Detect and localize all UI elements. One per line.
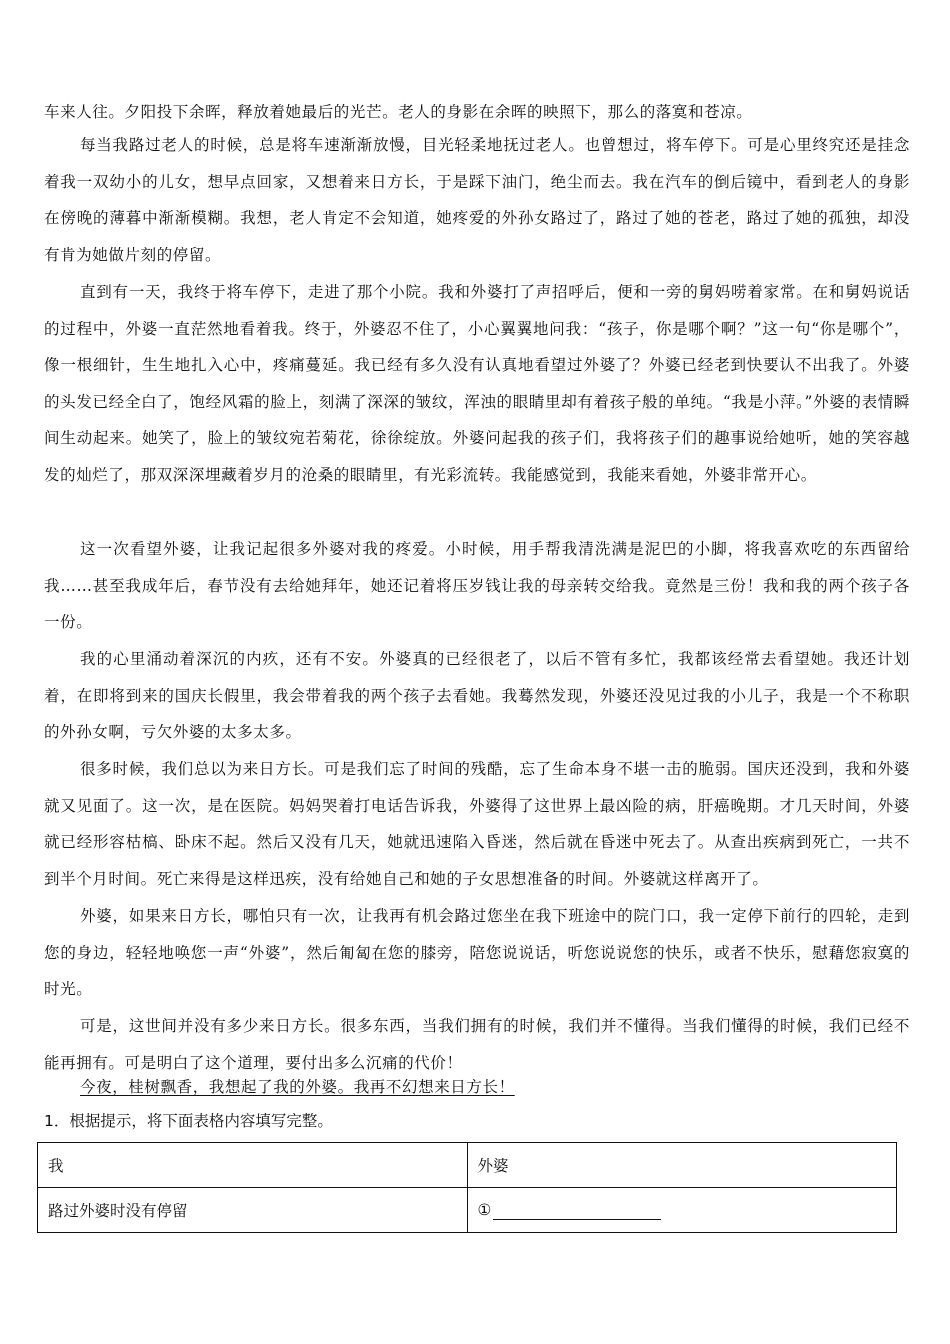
table-header-cell-grandma: 外婆 (467, 1143, 897, 1188)
passage-paragraph-2: 每当我路过老人的时候，总是将车速渐渐放慢，目光轻柔地抚过老人。也曾想过，将车停下。可是心里终究还是挂念着我一双幼小的儿女，想早点回家，又想着来日方长，于是踩下油门，绝尘而去。我在汽车的倒后镜中，看到老人的身影在傍晚的薄暮中渐渐模糊。我想，老人肯定不会知道，她疼爱的外孙女路过了，路过了她的苍老，路过了她的孤独，却没有肯为她做片刻的停留。 (44, 136, 910, 264)
table-header-cell-me: 我 (38, 1143, 468, 1188)
passage-paragraph-9-underlined: 今夜，桂树飘香，我想起了我的外婆。我再不幻想来日方长！ (80, 1078, 515, 1096)
answer-blank-line[interactable] (493, 1201, 661, 1220)
passage-paragraph-3: 直到有一天，我终于将车停下，走进了那个小院。我和外婆打了声招呼后，便和一旁的舅妈唠着家常。在和舅妈说话的过程中，外婆一直茫然地看着我。终于，外婆忍不住了，小心翼翼地问我：“孩子，你是哪个啊？”这一句“你是哪个”，像一根细针，生生地扎入心中，疼痛蔓延。我已经有多久没有认真地看望过外婆了？外婆已经老到快要认不出我了。外婆的头发已经全白了，饱经风霜的脸上，刻满了深深的皱纹，浑浊的眼睛里却有着孩子般的单纯。“我是小萍。”外婆的表情瞬间生动起来。她笑了，脸上的皱纹宛若菊花，徐徐绽放。外婆问起我的孩子们，我将孩子们的趣事说给她听，她的笑容越发的灿烂了，那双深深埋藏着岁月的沧桑的眼睛里，有光彩流转。我能感觉到，我能来看她，外婆非常开心。 (44, 283, 910, 484)
passage-paragraph-5: 我的心里涌动着深沉的内疚，还有不安。外婆真的已经很老了，以后不管有多忙，我都该经常去看望她。我还计划着，在即将到来的国庆长假里，我会带着我的两个孩子去看她。我蓦然发现，外婆还没见过我的小儿子，我是一个不称职的外孙女啊，亏欠外婆的太多太多。 (44, 650, 910, 742)
passage-paragraph-1: 车来人往。夕阳投下余晖，释放着她最后的光芒。老人的身影在余晖的映照下，那么的落寞和苍凉。 (44, 103, 753, 121)
table-cell-me-row1: 路过外婆时没有停留 (38, 1188, 468, 1233)
table-header-row (38, 1143, 897, 1188)
passage-paragraph-7: 外婆，如果来日方长，哪怕只有一次，让我再有机会路过您坐在我下班途中的院门口，我一定停下前行的四轮，走到您的身边，轻轻地唤您一声“外婆”，然后匍匐在您的膝旁，陪您说说话，听您说说您的快乐，或者不快乐，慰藉您寂寞的时光。 (44, 907, 910, 999)
question-1-prompt: 1．根据提示，将下面表格内容填写完整。 (44, 1112, 333, 1130)
blank-marker: ① (477, 1200, 492, 1219)
table-cell-grandma-row1[interactable] (467, 1188, 897, 1233)
table-row (38, 1188, 897, 1233)
answer-table (37, 1142, 897, 1233)
passage-paragraph-6: 很多时候，我们总以为来日方长。可是我们忘了时间的残酷，忘了生命本身不堪一击的脆弱。国庆还没到，我和外婆就又见面了。这一次，是在医院。妈妈哭着打电话告诉我，外婆得了这世界上最凶险的病，肝癌晚期。才几天时间，外婆就已经形容枯槁、卧床不起。然后又没有几天，她就迅速陷入昏迷，然后就在昏迷中死去了。从查出疾病到死亡，一共不到半个月时间。死亡来得是这样迅疾，没有给她自己和她的子女思想准备的时间。外婆就这样离开了。 (44, 760, 910, 888)
passage-paragraph-8: 可是，这世间并没有多少来日方长。很多东西，当我们拥有的时候，我们并不懂得。当我们懂得的时候，我们已经不能再拥有。可是明白了这个道理，要付出多么沉痛的代价！ (44, 1017, 910, 1072)
passage-paragraph-4: 这一次看望外婆，让我记起很多外婆对我的疼爱。小时候，用手帮我清洗满是泥巴的小脚，将我喜欢吃的东西留给我……甚至我成年后，春节没有去给她拜年，她还记着将压岁钱让我的母亲转交给我。竟然是三份！我和我的两个孩子各一份。 (44, 540, 910, 632)
